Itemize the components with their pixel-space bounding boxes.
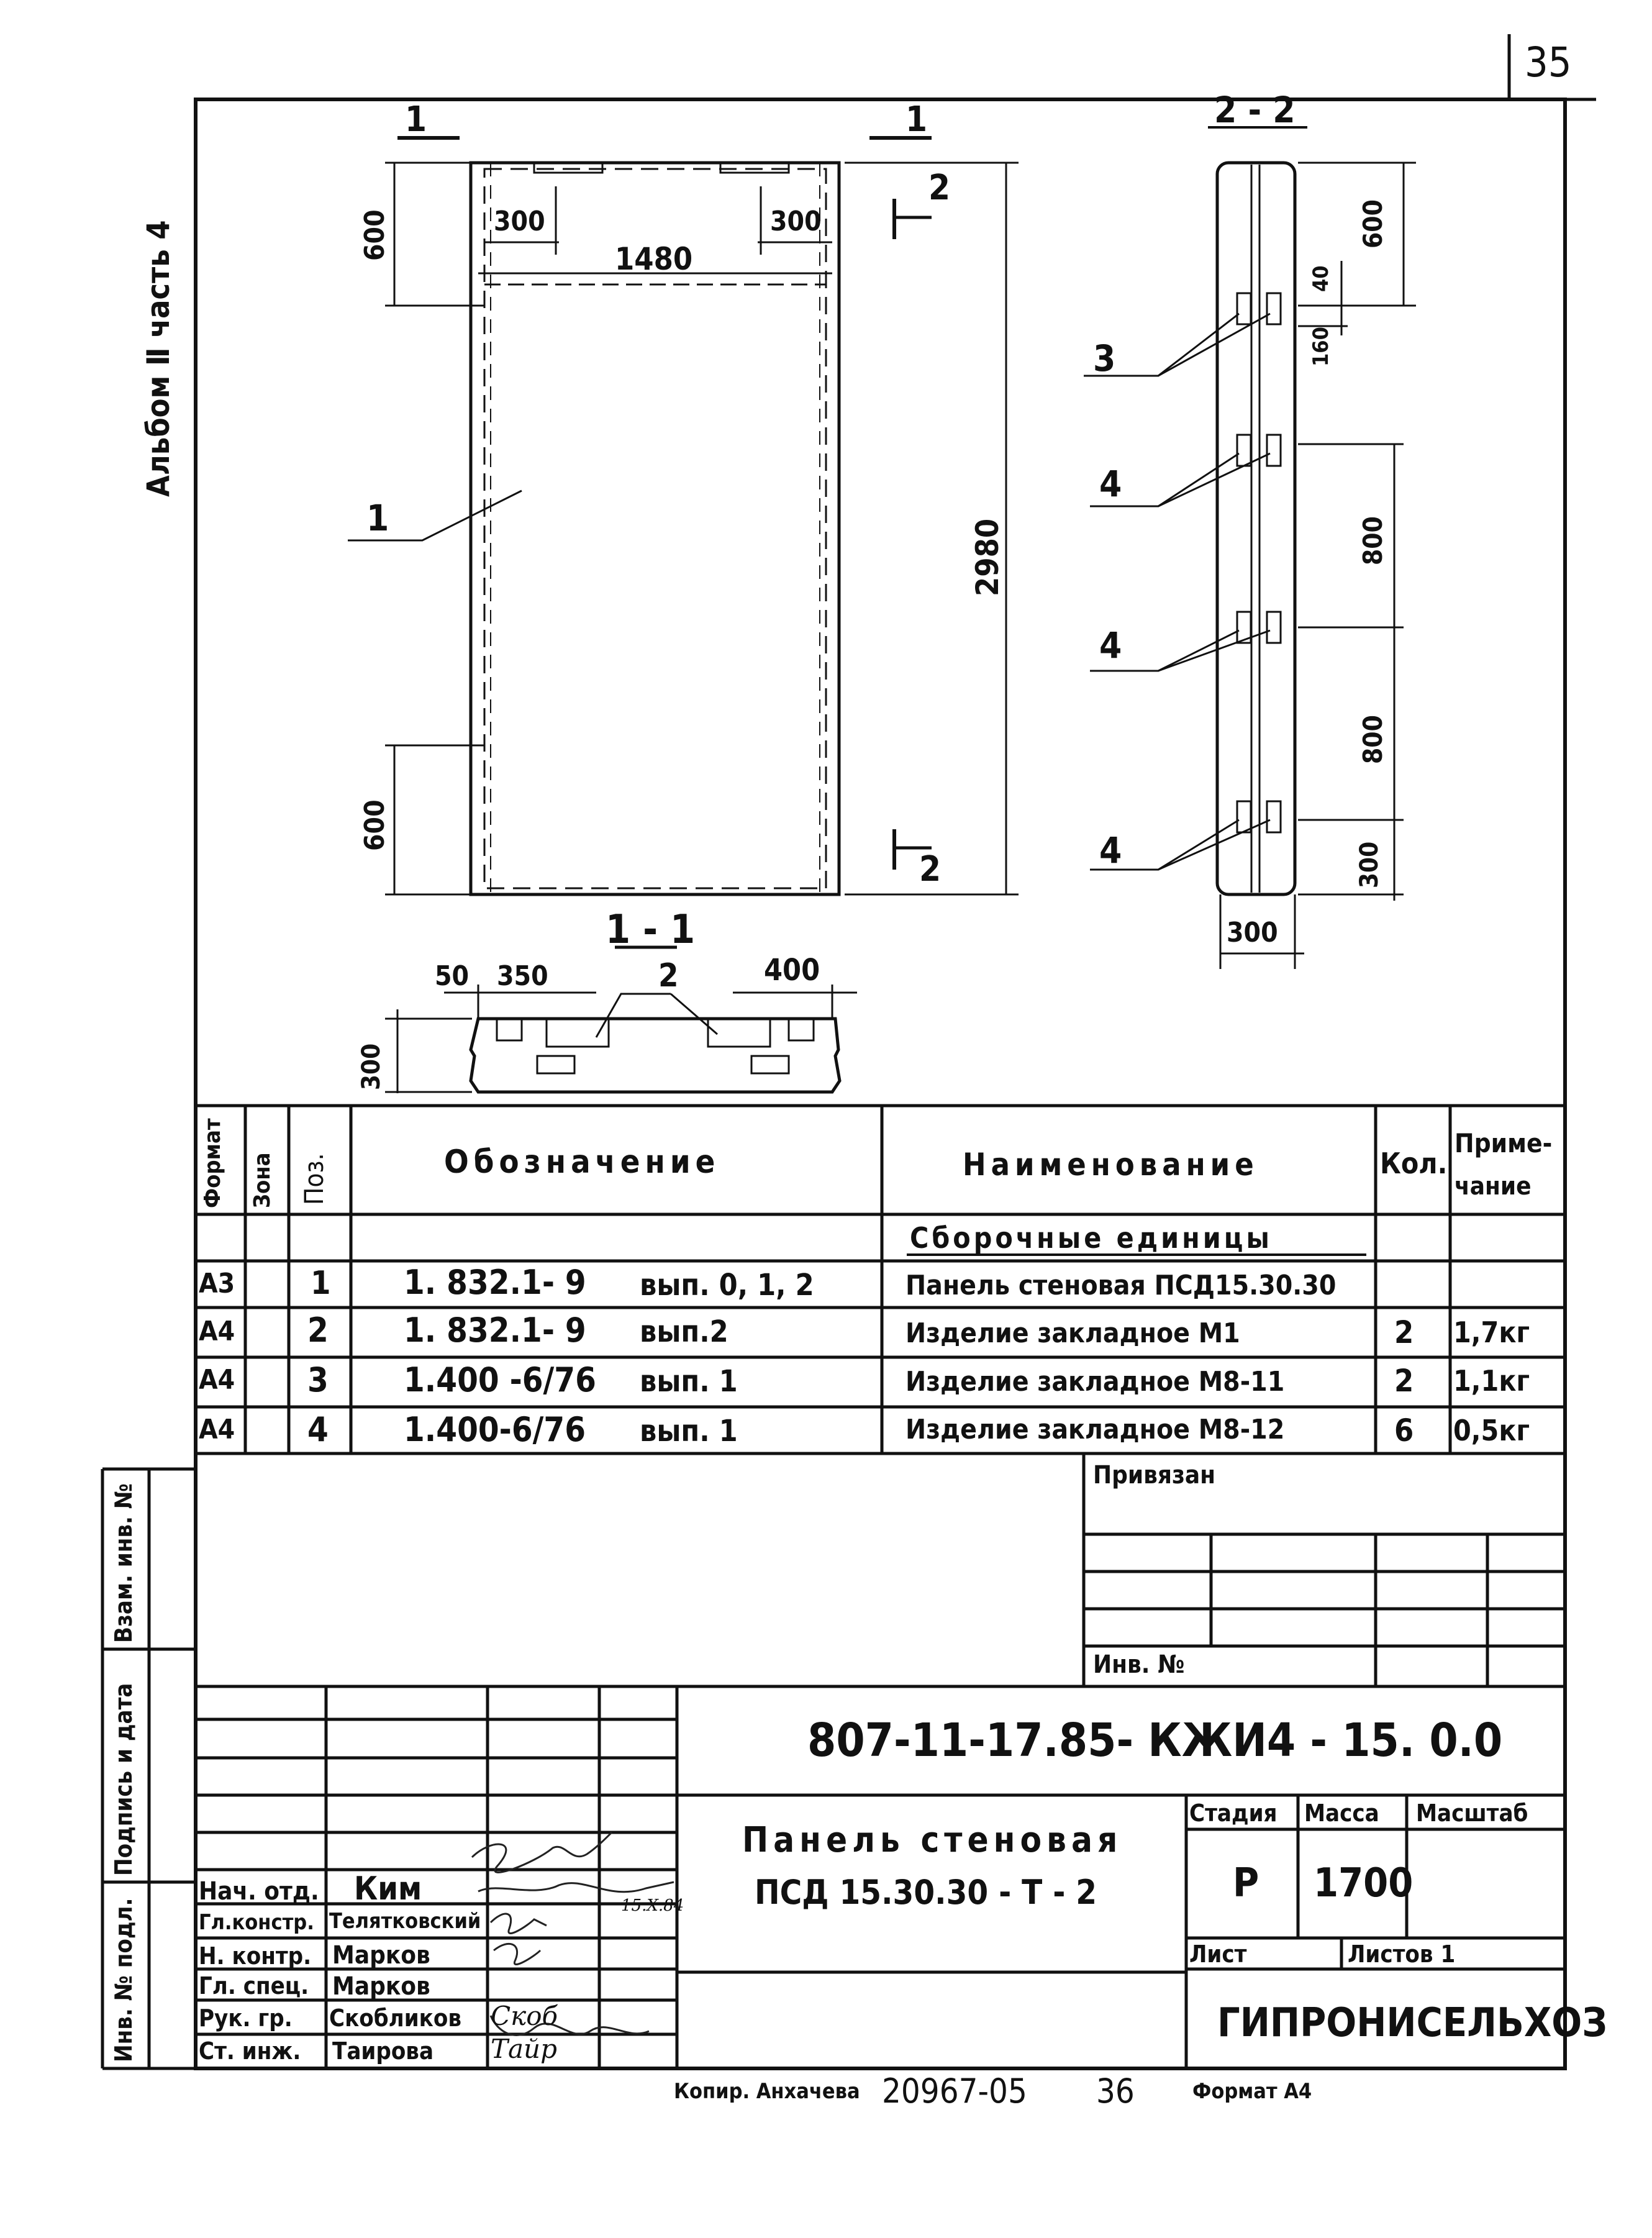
- header-name: Наименование: [963, 1147, 1259, 1183]
- role-ruk-gr: Рук. гр.: [199, 2004, 293, 2032]
- title-line-2: ПСД 15.30.30 - Т - 2: [755, 1873, 1097, 1912]
- dim-side-800-a: 800: [1358, 516, 1388, 565]
- dim-sec-300: 300: [357, 1043, 386, 1090]
- role-st-inzh: Ст. инж.: [199, 2037, 301, 2065]
- role-gl-spec: Гл. спец.: [199, 1972, 309, 1999]
- header-designation: Обозначение: [444, 1144, 720, 1181]
- strip-podpis: Подпись и дата: [110, 1683, 137, 1876]
- dim-side-300-h: 300: [1227, 917, 1278, 948]
- dim-side-800-b: 800: [1358, 715, 1388, 764]
- doc-code: 807-11-17.85- КЖИ4 - 15. 0.0: [807, 1714, 1503, 1767]
- dim-sec-350: 350: [497, 960, 548, 992]
- role-n-kontr: Н. контр.: [199, 1942, 312, 1970]
- header-qty: Кол.: [1380, 1147, 1448, 1180]
- pos-4-label-c: 4: [1099, 829, 1122, 871]
- listov-label: Листов 1: [1348, 1940, 1456, 1968]
- signature-tair: Тайр: [491, 2034, 557, 2064]
- main-frame: [196, 99, 1565, 2068]
- name-markov-2: Марков: [332, 1972, 430, 2001]
- strip-vzam: Взам. инв. №: [110, 1483, 137, 1643]
- spec-section-title: Сборочные единицы: [910, 1221, 1273, 1255]
- org-name: ГИПРОНИСЕЛЬХОЗ: [1217, 2000, 1608, 2046]
- header-zone: Зона: [250, 1152, 275, 1208]
- header-format: Формат: [200, 1118, 225, 1208]
- name-kim: Ким: [354, 1870, 422, 1908]
- pos-1-label: 1: [366, 497, 389, 539]
- masshtab-label: Масштаб: [1416, 1799, 1528, 1827]
- name-markov-1: Марков: [332, 1941, 430, 1970]
- pos-2-label: 2: [658, 957, 679, 994]
- view-title-1-1: 1 - 1: [606, 907, 696, 953]
- pos-4-label-b: 4: [1099, 624, 1122, 666]
- dim-side-160: 160: [1309, 327, 1333, 366]
- footer-order: 20967-05: [882, 2072, 1027, 2111]
- stadia-value: Р: [1233, 1860, 1259, 1906]
- name-tairova: Таирова: [332, 2037, 434, 2065]
- pos-4-label-a: 4: [1099, 463, 1122, 505]
- name-skoblikov: Скобликов: [329, 2004, 462, 2032]
- dim-side-600: 600: [1358, 199, 1388, 248]
- section-mark-1-right: 1: [905, 99, 928, 140]
- dim-2980: 2980: [969, 518, 1005, 596]
- strip-inv-podl: Инв. № подл.: [110, 1898, 137, 2062]
- massa-value: 1700: [1314, 1860, 1414, 1906]
- binding-label: Привязан: [1093, 1461, 1216, 1490]
- role-nach-otd: Нач. отд.: [199, 1877, 319, 1906]
- massa-label: Масса: [1304, 1799, 1379, 1827]
- dim-side-300-v: 300: [1355, 841, 1384, 888]
- binding-inv-label: Инв. №: [1093, 1650, 1185, 1679]
- dim-300-left: 300: [494, 206, 545, 237]
- dim-sec-50: 50: [435, 960, 470, 992]
- dim-sec-400: 400: [764, 953, 820, 988]
- dim-1480: 1480: [615, 241, 693, 277]
- pos-3-label: 3: [1093, 337, 1116, 380]
- dim-side-40: 40: [1309, 265, 1333, 292]
- header-pos: Поз.: [299, 1153, 329, 1205]
- signature-date: 15.Х.84: [621, 1896, 684, 1915]
- header-note-1: Приме-: [1455, 1128, 1553, 1158]
- footer-format: Формат А4: [1192, 2079, 1312, 2104]
- spec-table-grid: [196, 1106, 1565, 1453]
- section-mark-1-left: 1: [405, 99, 427, 140]
- dim-600-top: 600: [359, 209, 391, 261]
- footer-copy: Копир. Анхачева: [674, 2079, 860, 2104]
- title-line-1: Панель стеновая: [742, 1820, 1123, 1860]
- stadia-label: Стадия: [1189, 1799, 1278, 1827]
- header-note-2: чание: [1455, 1172, 1532, 1201]
- section-mark-2-top: 2: [928, 168, 951, 208]
- name-telyatkovsky: Телятковский: [329, 1909, 481, 1934]
- footer-sheet: 36: [1096, 2072, 1135, 2111]
- page-number: 35: [1525, 39, 1572, 86]
- list-label: Лист: [1189, 1940, 1247, 1968]
- album-label: Альбом Ⅱ часть 4: [140, 220, 176, 497]
- role-gl-konstr: Гл.констр.: [199, 1910, 314, 1935]
- section-mark-2-bottom: 2: [919, 849, 942, 889]
- dim-300-right: 300: [770, 206, 822, 237]
- signature-scob: Скоб: [491, 2001, 558, 2031]
- view-title-2-2: 2 - 2: [1214, 89, 1296, 131]
- dim-600-bottom: 600: [359, 799, 391, 851]
